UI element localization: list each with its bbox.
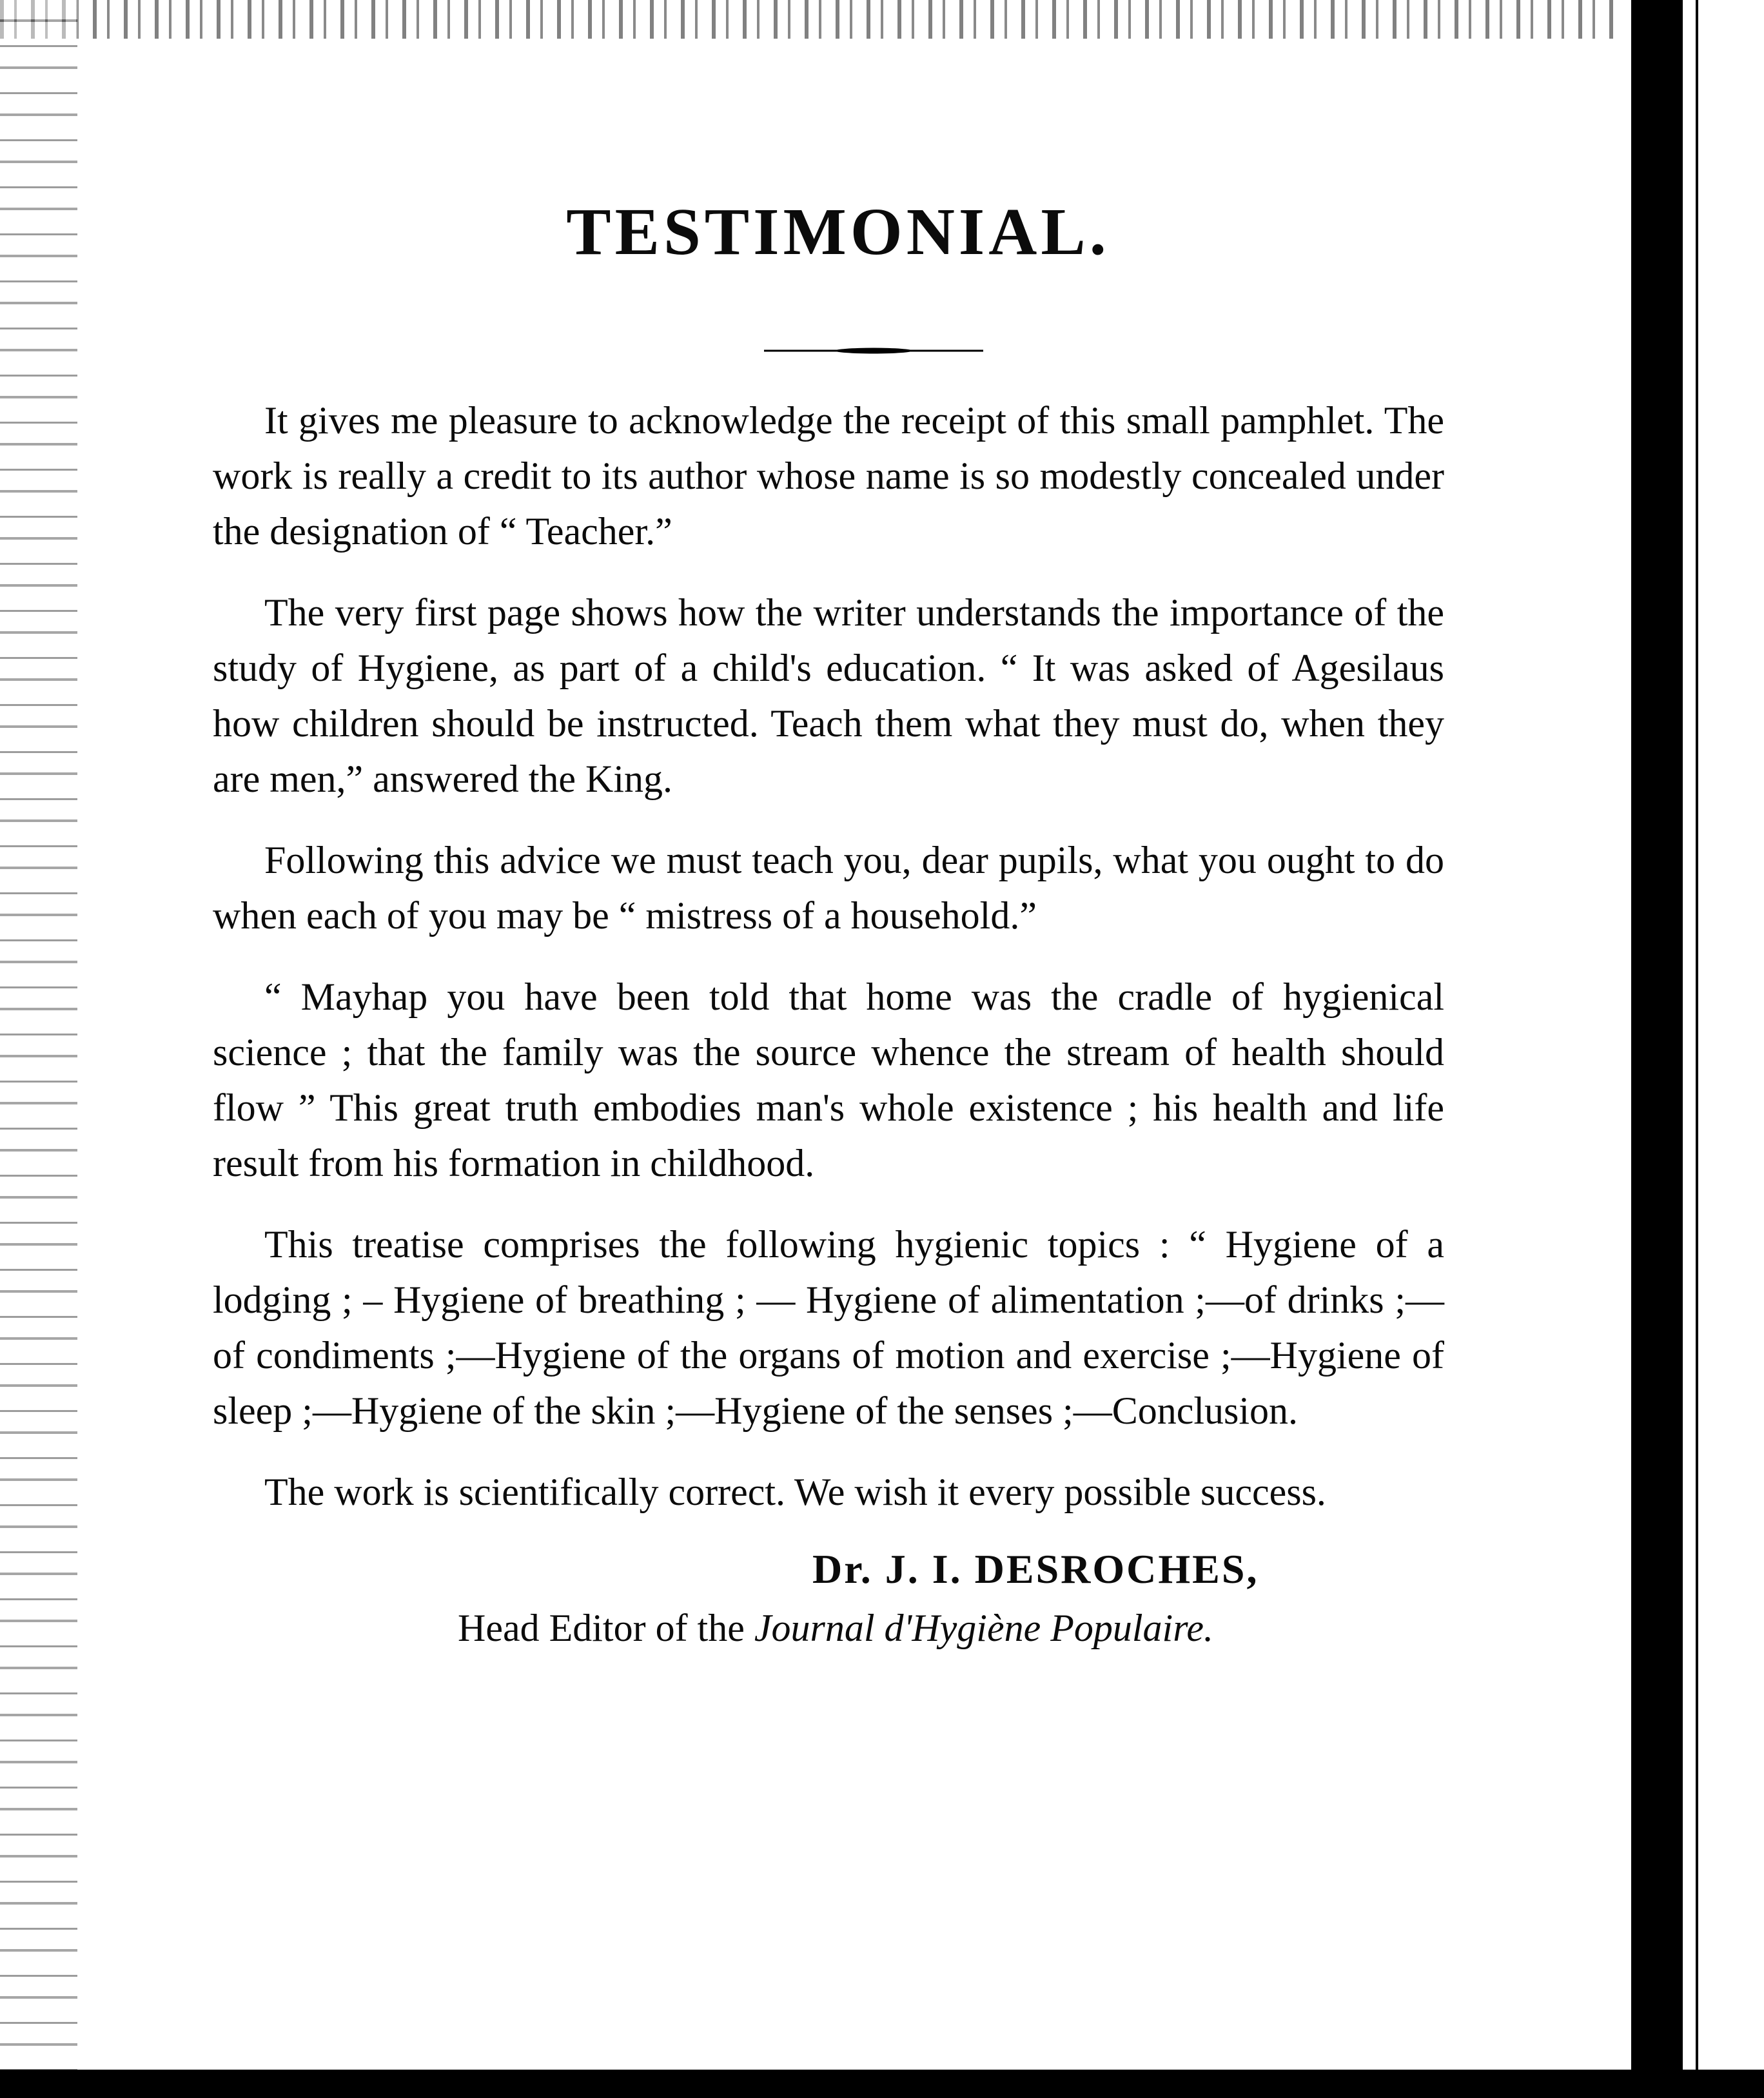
document-page	[213, 193, 1444, 1651]
book-spine-edge	[1618, 0, 1764, 2098]
page-title: TESTIMONIAL.	[566, 195, 1110, 269]
ornamental-rule	[764, 348, 983, 354]
signature-role-prefix: Head Editor of the	[458, 1607, 754, 1649]
testimonial-body	[213, 393, 1444, 1520]
paragraph-2: The very first page shows how the writer understands the importance of the study of Hygiene, as part of a child's education. “ It was asked of Agesilaus how children should be instructed. Teach them what they must do, when they are men,” answered the King.	[213, 591, 1444, 800]
signature-name: Dr. J. I. DESROCHES,	[812, 1546, 1259, 1592]
scan-top-edge	[0, 0, 1764, 39]
signature-role	[213, 1606, 1444, 1651]
scan-bottom-edge	[0, 2070, 1764, 2098]
paragraph-1: It gives me pleasure to acknowledge the receipt of this small pamphlet. The work is really a credit to its author whose name is so modestly concealed under the designation of “ Teacher.”	[213, 399, 1444, 553]
paragraph-4: “ Mayhap you have been told that home was the cradle of hygienical science ; that the family was the source whence the stream of health should flow ” This great truth embodies man's whole existence ; his health and life result from his formation in childhood.	[213, 975, 1444, 1184]
scan-left-edge	[0, 0, 77, 2098]
paragraph-6: The work is scientifically correct. We wish it every possible success.	[264, 1471, 1326, 1513]
paragraph-5: This treatise comprises the following hygienic topics : “ Hygiene of a lodging ; – Hygiene of breathing ; — Hygiene of alimentation ;—of drinks ;—of condiments ;—Hygiene of the organs of motion and exercise ;—Hygiene of sleep ;—Hygiene of the skin ;—Hygiene of the senses ;—Conclusion.	[213, 1223, 1444, 1432]
journal-title: Journal d'Hygiène Populaire.	[754, 1607, 1213, 1649]
paragraph-3: Following this advice we must teach you, dear pupils, what you ought to do when each of you may be “ mistress of a household.”	[213, 839, 1444, 937]
